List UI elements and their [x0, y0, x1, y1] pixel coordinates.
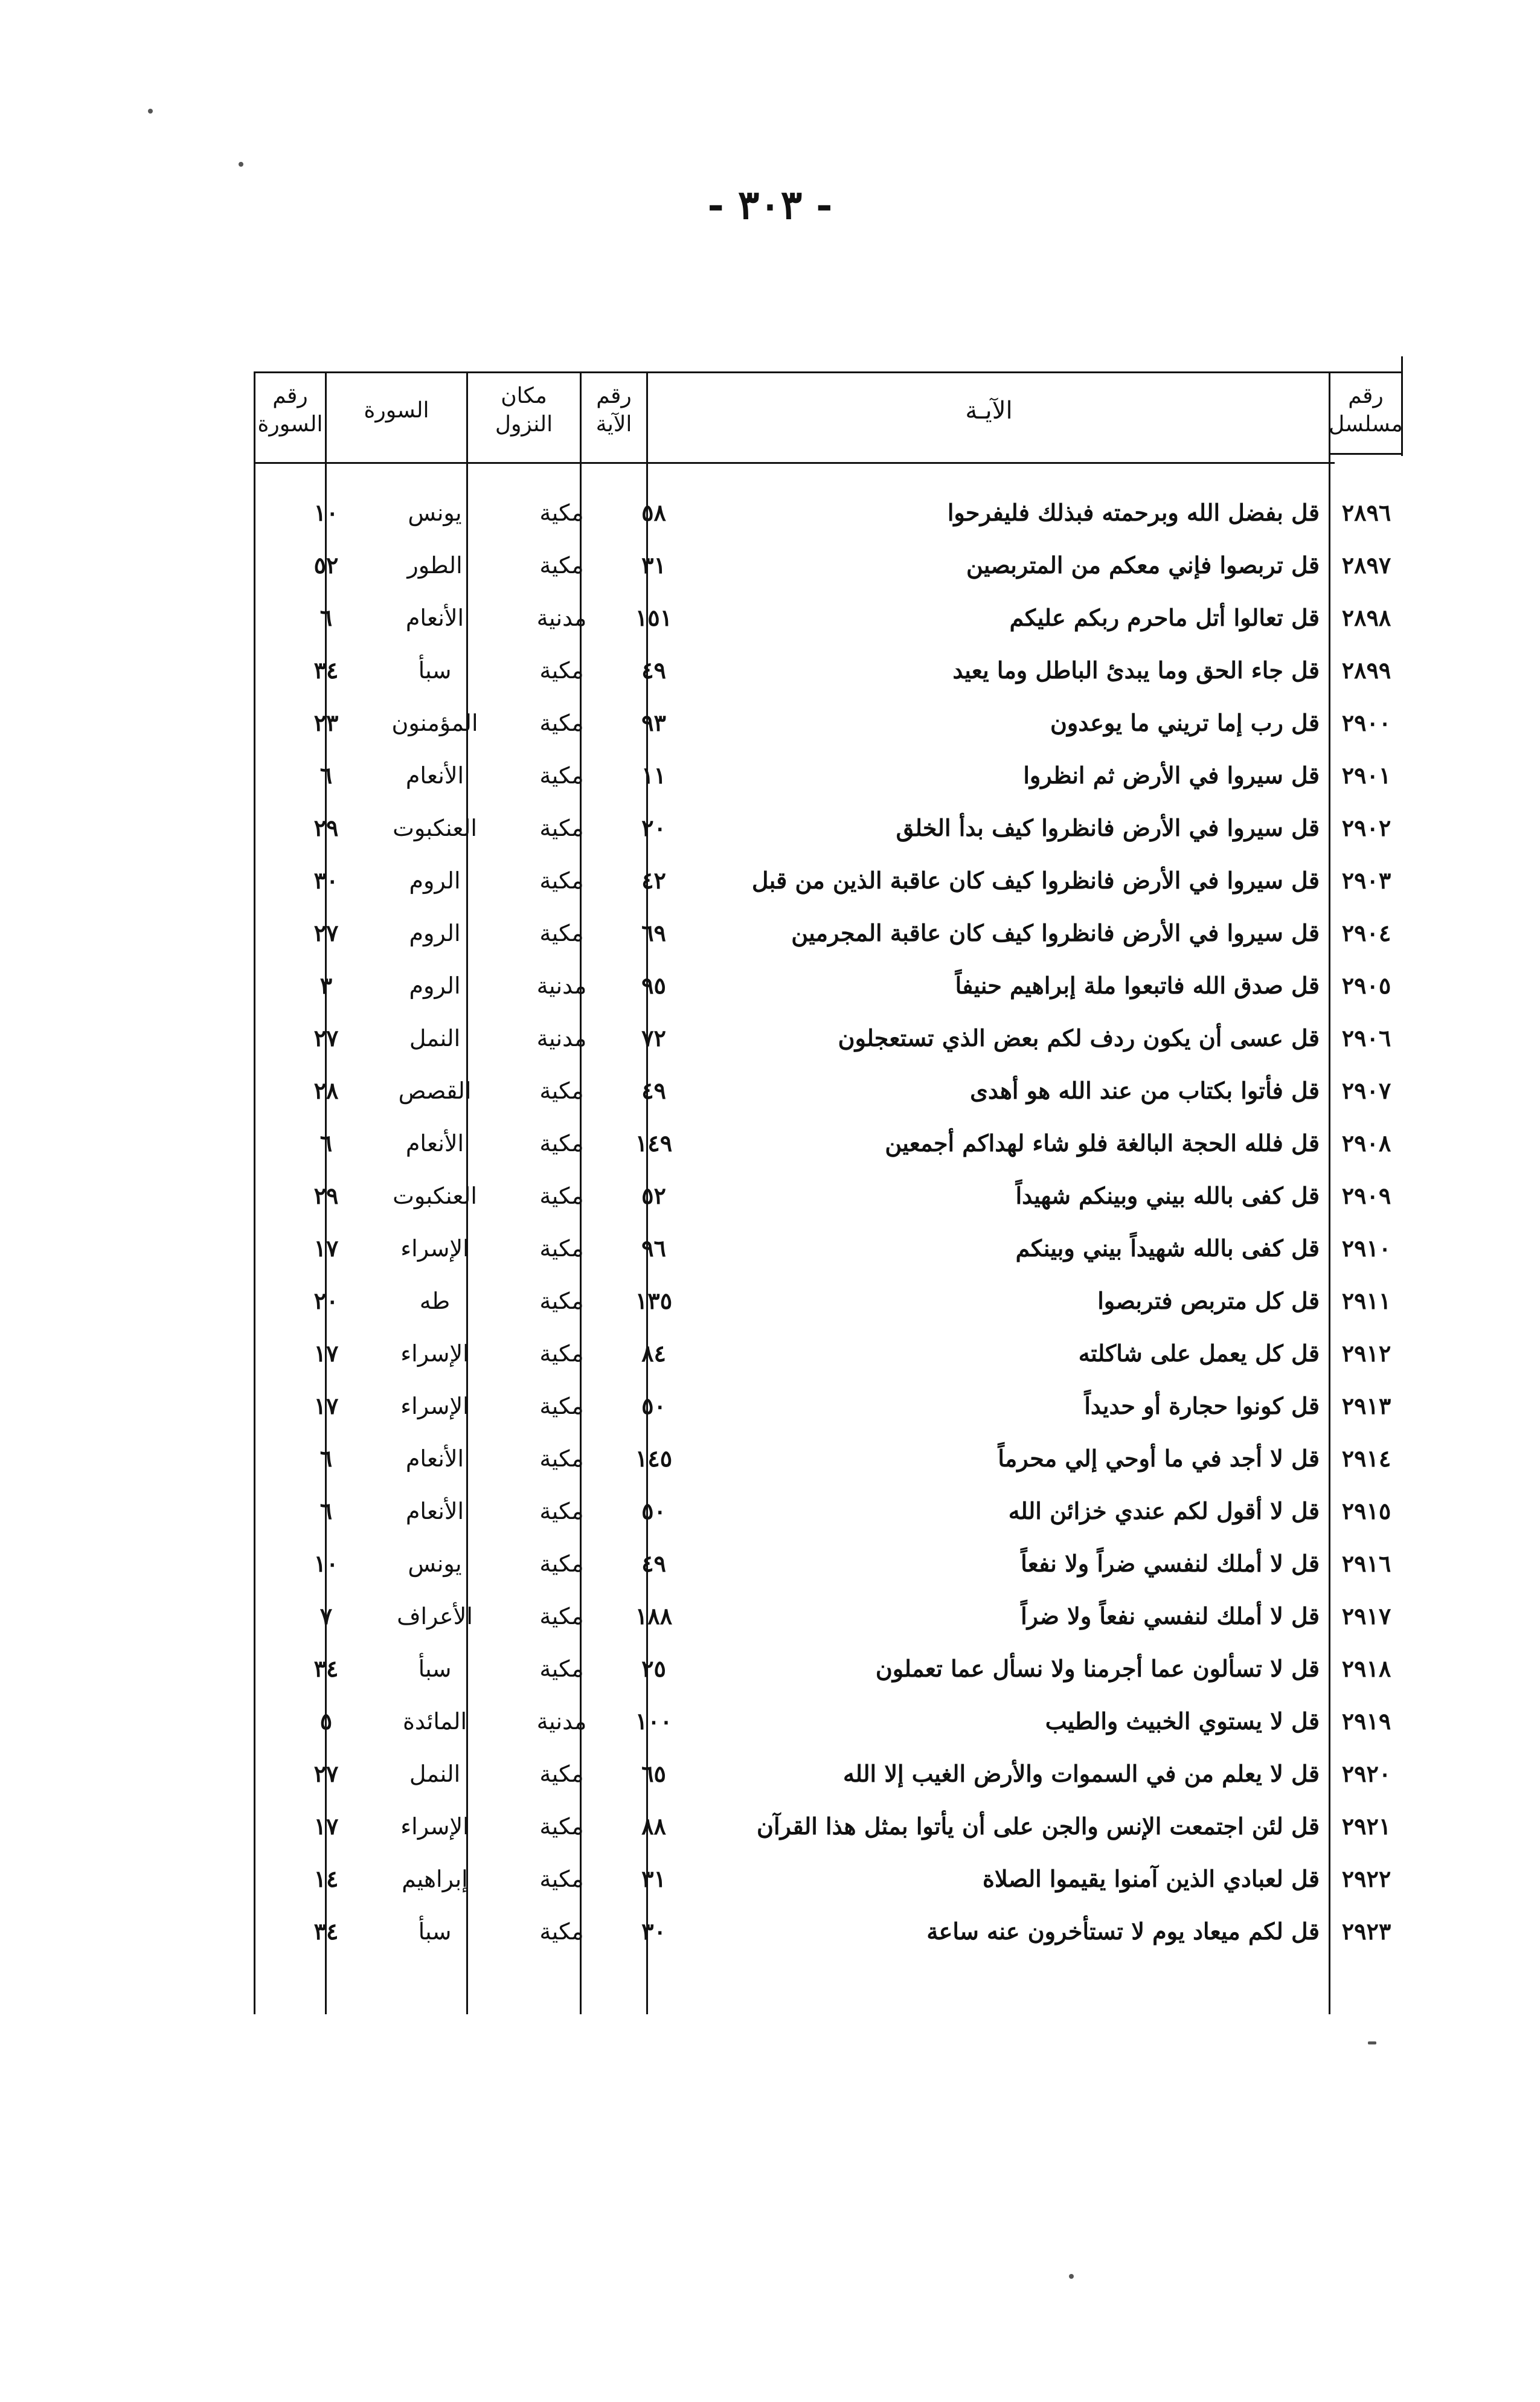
- surah-number-cell: ٦: [319, 604, 333, 631]
- surah-name-cell: العنكبوت: [393, 1182, 477, 1209]
- surah-name-cell: الأعراف: [397, 1602, 473, 1630]
- surah-number-cell: ١٧: [313, 1340, 339, 1367]
- serial-number-cell: ٢٨٩٧: [1341, 551, 1391, 579]
- verse-cell: قل لكم ميعاد يوم لا تستأخرون عنه ساعة: [926, 1918, 1320, 1945]
- table-body: [254, 486, 1401, 1957]
- surah-number-cell: ٣٠: [313, 867, 339, 894]
- verse-cell: قل سيروا في الأرض ثم انظروا: [1023, 762, 1320, 789]
- verse-cell: قل لا يستوي الخبيث والطيب: [1045, 1707, 1320, 1735]
- table-row: [254, 1537, 1401, 1590]
- scan-speck: [1069, 2274, 1074, 2279]
- ayah-number-cell: ٥٠: [641, 1392, 666, 1419]
- revelation-place-cell: مدنية: [536, 604, 587, 631]
- serial-number-cell: ٢٩١١: [1341, 1287, 1391, 1314]
- surah-name-cell: إبراهيم: [402, 1865, 468, 1892]
- table-row: [254, 959, 1401, 1012]
- table-row: [254, 907, 1401, 959]
- table-row: [254, 1117, 1401, 1169]
- surah-number-cell: ١٠: [313, 499, 339, 526]
- revelation-place-cell: مكية: [539, 1287, 584, 1314]
- revelation-place-cell: مكية: [539, 1655, 584, 1682]
- serial-number-cell: ٢٩١٤: [1341, 1445, 1391, 1472]
- serial-number-cell: ٢٩٠٣: [1341, 867, 1391, 894]
- ayah-number-cell: ٨٤: [641, 1340, 666, 1367]
- serial-number-cell: ٢٩٢٢: [1341, 1865, 1391, 1892]
- ayah-number-cell: ١٠٠: [635, 1707, 673, 1735]
- revelation-place-cell: مدنية: [536, 1024, 587, 1052]
- table-row: [254, 1169, 1401, 1222]
- ayah-number-cell: ٩٦: [641, 1235, 666, 1262]
- serial-number-cell: ٢٩٠١: [1341, 762, 1391, 789]
- surah-number-cell: ٦: [319, 762, 333, 789]
- revelation-place-cell: مكية: [539, 919, 584, 946]
- ayah-number-cell: ٥٨: [641, 499, 666, 526]
- surah-name-cell: سبأ: [418, 1918, 452, 1945]
- revelation-place-cell: مكية: [539, 1340, 584, 1367]
- header-surah: السورة: [364, 397, 429, 423]
- table-row: [254, 1064, 1401, 1117]
- ayah-number-cell: ١٤٥: [635, 1445, 673, 1472]
- surah-name-cell: الأنعام: [405, 762, 464, 789]
- serial-number-cell: ٢٩١٩: [1341, 1707, 1391, 1735]
- ayah-number-cell: ٢٥: [641, 1655, 666, 1682]
- verse-cell: قل كفى بالله شهيداً بيني وبينكم: [1015, 1235, 1320, 1262]
- serial-number-cell: ٢٩١٥: [1341, 1497, 1391, 1524]
- verse-cell: قل تعالوا أتل ماحرم ربكم عليكم: [1009, 604, 1320, 631]
- surah-number-cell: ٢٠: [313, 1287, 339, 1314]
- serial-number-cell: ٢٩٠٤: [1341, 919, 1391, 946]
- verse-cell: قل بفضل الله وبرحمته فبذلك فليفرحوا: [947, 499, 1320, 526]
- serial-number-cell: ٢٩١٦: [1341, 1550, 1391, 1577]
- ayah-number-cell: ١٨٨: [635, 1602, 673, 1630]
- surah-number-cell: ٣٤: [313, 1655, 339, 1682]
- ayah-number-cell: ٢٠: [641, 814, 666, 841]
- surah-name-cell: الأنعام: [405, 1445, 464, 1472]
- header-ayah-number: رقم الآية: [595, 384, 632, 437]
- surah-number-cell: ٢٧: [313, 919, 339, 946]
- revelation-place-cell: مكية: [539, 499, 584, 526]
- table-row: [254, 1695, 1401, 1747]
- table-row: [254, 801, 1401, 854]
- surah-name-cell: الإسراء: [400, 1392, 469, 1419]
- surah-number-cell: ٥: [319, 1707, 333, 1735]
- verse-cell: قل تربصوا فإني معكم من المتربصين: [966, 551, 1320, 579]
- ayah-number-cell: ١٥١: [635, 604, 673, 631]
- ayah-number-cell: ٦٥: [641, 1760, 666, 1787]
- table-row: [254, 591, 1401, 644]
- serial-number-cell: ٢٩٠٢: [1341, 814, 1391, 841]
- ayah-number-cell: ٤٩: [641, 657, 666, 684]
- serial-number-cell: ٢٨٩٩: [1341, 657, 1391, 684]
- surah-name-cell: الإسراء: [400, 1813, 469, 1840]
- verse-cell: قل جاء الحق وما يبدئ الباطل وما يعيد: [952, 657, 1320, 684]
- surah-number-cell: ٢٨: [313, 1077, 339, 1104]
- verse-cell: قل كل يعمل على شاكلته: [1078, 1340, 1320, 1367]
- table-row: [254, 1642, 1401, 1695]
- ayah-number-cell: ١٤٩: [635, 1129, 673, 1157]
- table-border-right: [1401, 356, 1403, 456]
- revelation-place-cell: مكية: [539, 1497, 584, 1524]
- surah-number-cell: ١٠: [313, 1550, 339, 1577]
- surah-number-cell: ٢٧: [313, 1760, 339, 1787]
- scan-speck: [1368, 2041, 1376, 2044]
- header-verse: الآيـة: [965, 397, 1013, 425]
- table-row: [254, 749, 1401, 801]
- revelation-place-cell: مكية: [539, 1077, 584, 1104]
- revelation-place-cell: مكية: [539, 1392, 584, 1419]
- serial-number-cell: ٢٩٢١: [1341, 1813, 1391, 1840]
- surah-number-cell: ١٧: [313, 1235, 339, 1262]
- verse-cell: قل صدق الله فاتبعوا ملة إبراهيم حنيفاً: [955, 972, 1320, 999]
- revelation-place-cell: مدنية: [536, 1707, 587, 1735]
- verse-cell: قل لا أملك لنفسي ضراً ولا نفعاً: [1021, 1550, 1320, 1577]
- table-row: [254, 539, 1401, 591]
- table-row: [254, 1012, 1401, 1064]
- verse-cell: قل لا أجد في ما أوحي إلي محرماً: [998, 1445, 1320, 1472]
- table-row: [254, 644, 1401, 696]
- verse-cell: قل فأتوا بكتاب من عند الله هو أهدى: [970, 1077, 1320, 1104]
- revelation-place-cell: مكية: [539, 1760, 584, 1787]
- surah-name-cell: يونس: [408, 1550, 462, 1577]
- serial-number-cell: ٢٩٠٩: [1341, 1182, 1391, 1209]
- surah-name-cell: الإسراء: [400, 1235, 469, 1262]
- ayah-number-cell: ٣٠: [641, 1918, 666, 1945]
- surah-number-cell: ٢٩: [313, 1182, 339, 1209]
- table-row: [254, 1800, 1401, 1852]
- serial-number-cell: ٢٩٢٠: [1341, 1760, 1391, 1787]
- surah-name-cell: الإسراء: [400, 1340, 469, 1367]
- table-row: [254, 1379, 1401, 1432]
- revelation-place-cell: مكية: [539, 1550, 584, 1577]
- table-row: [254, 1747, 1401, 1800]
- revelation-place-cell: مكية: [539, 657, 584, 684]
- serial-number-cell: ٢٩١٠: [1341, 1235, 1391, 1262]
- serial-number-cell: ٢٩٢٣: [1341, 1918, 1391, 1945]
- ayah-number-cell: ٤٢: [641, 867, 666, 894]
- revelation-place-cell: مكية: [539, 867, 584, 894]
- header-rule: [254, 462, 1335, 464]
- table-row: [254, 1432, 1401, 1485]
- ayah-number-cell: ٥٠: [641, 1497, 666, 1524]
- verse-cell: قل رب إما تريني ما يوعدون: [1050, 709, 1320, 736]
- surah-name-cell: الأنعام: [405, 1129, 464, 1157]
- table-row: [254, 1852, 1401, 1905]
- ayah-number-cell: ١٣٥: [635, 1287, 673, 1314]
- surah-name-cell: الأنعام: [405, 604, 464, 631]
- verse-cell: قل لعبادي الذين آمنوا يقيموا الصلاة: [983, 1865, 1320, 1892]
- surah-name-cell: المؤمنون: [391, 709, 478, 736]
- ayah-number-cell: ١١: [641, 762, 666, 789]
- revelation-place-cell: مكية: [539, 1445, 584, 1472]
- verse-cell: قل لا يعلم من في السموات والأرض الغيب إلا الله: [843, 1760, 1320, 1787]
- surah-number-cell: ١٧: [313, 1392, 339, 1419]
- verse-cell: قل لا أملك لنفسي نفعاً ولا ضراً: [1021, 1602, 1320, 1630]
- ayah-number-cell: ٣١: [641, 1865, 666, 1892]
- surah-name-cell: الأنعام: [405, 1497, 464, 1524]
- verse-cell: قل سيروا في الأرض فانظروا كيف بدأ الخلق: [896, 814, 1320, 841]
- verse-cell: قل سيروا في الأرض فانظروا كيف كان عاقبة الذين من قبل: [751, 867, 1320, 894]
- verse-cell: قل عسى أن يكون ردف لكم بعض الذي تستعجلون: [838, 1024, 1320, 1052]
- table-row: [254, 1274, 1401, 1327]
- surah-name-cell: الروم: [409, 867, 461, 894]
- revelation-place-cell: مكية: [539, 1182, 584, 1209]
- surah-name-cell: طه: [419, 1287, 451, 1314]
- surah-number-cell: ٦: [319, 1497, 333, 1524]
- header-surah-number: رقم السورة: [257, 384, 323, 437]
- page-number: - ٣٠٣ -: [707, 181, 833, 228]
- ayah-number-cell: ٧٢: [641, 1024, 666, 1052]
- revelation-place-cell: مكية: [539, 551, 584, 579]
- surah-number-cell: ٣٤: [313, 657, 339, 684]
- surah-name-cell: الروم: [409, 972, 461, 999]
- ayah-number-cell: ٥٢: [641, 1182, 666, 1209]
- table-row: [254, 854, 1401, 907]
- serial-number-cell: ٢٩٠٠: [1341, 709, 1391, 736]
- surah-number-cell: ٣: [319, 972, 333, 999]
- surah-number-cell: ٦: [319, 1129, 333, 1157]
- revelation-place-cell: مكية: [539, 1235, 584, 1262]
- surah-number-cell: ١٧: [313, 1813, 339, 1840]
- revelation-place-cell: مكية: [539, 814, 584, 841]
- surah-number-cell: ٣٤: [313, 1918, 339, 1945]
- ayah-number-cell: ٣١: [641, 551, 666, 579]
- ayah-number-cell: ٨٨: [641, 1813, 666, 1840]
- revelation-place-cell: مدنية: [536, 972, 587, 999]
- surah-name-cell: النمل: [409, 1024, 461, 1052]
- table-row: [254, 1327, 1401, 1379]
- surah-number-cell: ٢٧: [313, 1024, 339, 1052]
- serial-number-cell: ٢٩١٢: [1341, 1340, 1391, 1367]
- serial-number-cell: ٢٨٩٨: [1341, 604, 1391, 631]
- surah-number-cell: ٥٢: [313, 551, 339, 579]
- serial-number-cell: ٢٩٠٨: [1341, 1129, 1391, 1157]
- serial-number-cell: ٢٩٠٦: [1341, 1024, 1391, 1052]
- serial-number-cell: ٢٨٩٦: [1341, 499, 1391, 526]
- header-revelation-place: مكان النزول: [495, 384, 553, 437]
- surah-name-cell: يونس: [408, 499, 462, 526]
- table-row: [254, 1222, 1401, 1274]
- verse-cell: قل لا تسألون عما أجرمنا ولا نسأل عما تعملون: [875, 1655, 1320, 1682]
- header-serial: رقم مسلسل: [1329, 384, 1403, 437]
- surah-name-cell: سبأ: [418, 657, 452, 684]
- surah-name-cell: المائدة: [402, 1707, 467, 1735]
- scan-speck: [239, 162, 243, 167]
- table-row: [254, 1590, 1401, 1642]
- surah-name-cell: القصص: [398, 1077, 472, 1104]
- verse-cell: قل كونوا حجارة أو حديداً: [1084, 1392, 1320, 1419]
- verse-cell: قل كل متربص فتربصوا: [1097, 1287, 1320, 1314]
- surah-number-cell: ١٤: [313, 1865, 339, 1892]
- ayah-number-cell: ٤٩: [641, 1550, 666, 1577]
- ayah-number-cell: ٩٣: [641, 709, 666, 736]
- serial-number-cell: ٢٩١٨: [1341, 1655, 1391, 1682]
- surah-name-cell: سبأ: [418, 1655, 452, 1682]
- revelation-place-cell: مكية: [539, 1813, 584, 1840]
- ayah-number-cell: ٩٥: [641, 972, 666, 999]
- table-row: [254, 696, 1401, 749]
- serial-number-cell: ٢٩١٧: [1341, 1602, 1391, 1630]
- serial-number-cell: ٢٩٠٥: [1341, 972, 1391, 999]
- surah-number-cell: ٦: [319, 1445, 333, 1472]
- revelation-place-cell: مكية: [539, 1129, 584, 1157]
- verse-cell: قل فلله الحجة البالغة فلو شاء لهداكم أجمعين: [885, 1129, 1320, 1157]
- scan-speck: [148, 109, 153, 114]
- serial-number-cell: ٢٩٠٧: [1341, 1077, 1391, 1104]
- surah-name-cell: الروم: [409, 919, 461, 946]
- surah-number-cell: ٧: [319, 1602, 333, 1630]
- surah-number-cell: ٢٣: [313, 709, 339, 736]
- revelation-place-cell: مكية: [539, 1602, 584, 1630]
- ayah-number-cell: ٤٩: [641, 1077, 666, 1104]
- surah-number-cell: ٢٩: [313, 814, 339, 841]
- revelation-place-cell: مكية: [539, 1865, 584, 1892]
- verse-cell: قل لئن اجتمعت الإنس والجن على أن يأتوا بمثل هذا القرآن: [757, 1813, 1320, 1840]
- table-row: [254, 1485, 1401, 1537]
- verse-cell: قل لا أقول لكم عندي خزائن الله: [1008, 1497, 1320, 1524]
- table-row: [254, 486, 1401, 539]
- verse-cell: قل كفى بالله بيني وبينكم شهيداً: [1015, 1182, 1320, 1209]
- verse-cell: قل سيروا في الأرض فانظروا كيف كان عاقبة المجرمين: [791, 919, 1320, 946]
- serial-number-cell: ٢٩١٣: [1341, 1392, 1391, 1419]
- surah-name-cell: الطور: [407, 551, 463, 579]
- table-row: [254, 1905, 1401, 1957]
- surah-name-cell: العنكبوت: [393, 814, 477, 841]
- revelation-place-cell: مكية: [539, 709, 584, 736]
- surah-name-cell: النمل: [409, 1760, 461, 1787]
- verse-index-table: [254, 350, 1401, 2017]
- revelation-place-cell: مكية: [539, 1918, 584, 1945]
- revelation-place-cell: مكية: [539, 762, 584, 789]
- ayah-number-cell: ٦٩: [641, 919, 666, 946]
